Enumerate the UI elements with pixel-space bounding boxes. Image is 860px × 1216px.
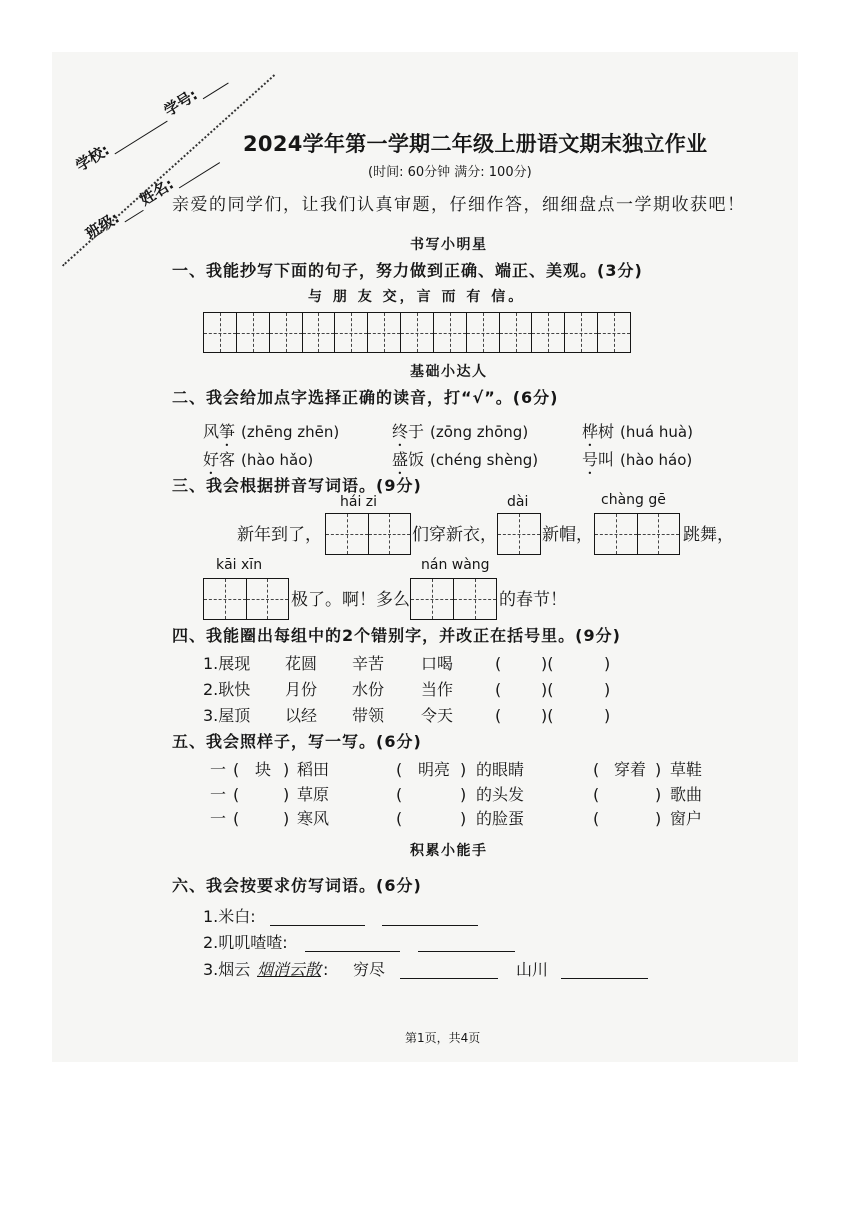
answer-blank xyxy=(561,978,648,979)
class-label: 班级: xyxy=(82,208,123,243)
q2-dotted-char: 盛 xyxy=(392,450,409,469)
q3-heading: 三、我会根据拼音写词语。(9分) xyxy=(172,476,422,495)
bracket-middle: )( xyxy=(541,654,554,673)
q2-pinyin-options: (zōng zhōng) xyxy=(430,423,529,441)
q1-sentence: 与 朋 友 交，言 而 有 信。 xyxy=(308,289,526,305)
q1-writing-grid xyxy=(203,312,631,353)
writing-box-kai-xin xyxy=(203,578,289,620)
paren-close: ) xyxy=(283,760,290,779)
tianzige-cell xyxy=(247,579,289,619)
q2-pinyin-options: (zhēng zhēn) xyxy=(241,423,340,441)
answer-blank xyxy=(400,978,498,979)
pinyin-dai: dài xyxy=(507,494,529,510)
paren-open: ( xyxy=(396,809,403,828)
paren-close: ) xyxy=(283,785,290,804)
grid-cell xyxy=(368,313,401,352)
writing-box-dai xyxy=(497,513,541,555)
paren-open: ( xyxy=(593,809,600,828)
answer-blank xyxy=(418,951,515,952)
paren-open: ( xyxy=(396,785,403,804)
q2-pinyin-options: (hào hǎo) xyxy=(241,451,314,469)
q2-word-plain: 风 xyxy=(203,422,220,441)
tianzige-cell xyxy=(411,579,454,619)
q3-text: 新帽， xyxy=(542,525,593,545)
q5-noun: 的脸蛋 xyxy=(476,809,525,828)
q6-word-b: 山川 xyxy=(516,960,549,979)
bracket-open: ( xyxy=(495,654,502,673)
q3-text: 极了。啊！多么 xyxy=(291,590,410,610)
q3-text: 的春节！ xyxy=(499,590,567,610)
q5-adjective: 明亮 xyxy=(417,760,450,779)
q6-heading: 六、我会按要求仿写词语。(6分) xyxy=(172,876,422,895)
q2-item xyxy=(203,422,339,450)
paren-close: ) xyxy=(460,760,467,779)
q5-noun: 草原 xyxy=(297,785,330,804)
pinyin-chang-ge: chàng gē xyxy=(601,492,666,508)
q5-noun: 寒风 xyxy=(297,809,330,828)
answer-blank xyxy=(270,925,365,926)
grid-cell xyxy=(434,313,467,352)
q2-item xyxy=(203,450,313,478)
grid-cell xyxy=(467,313,500,352)
q5-measure-word: 块 xyxy=(254,760,271,779)
q2-item xyxy=(392,422,528,450)
paren-close: ) xyxy=(283,809,290,828)
q4-word: 以经 xyxy=(285,706,318,725)
paren-close: ) xyxy=(460,809,467,828)
q5-noun: 窗户 xyxy=(670,809,703,828)
section-title-basics: 基础小达人 xyxy=(410,364,488,380)
q6-item-label: 3.烟云 xyxy=(203,960,251,979)
grid-cell xyxy=(565,313,598,352)
answer-blank xyxy=(305,951,400,952)
section-title-accumulation: 积累小能手 xyxy=(410,843,488,859)
q2-word-plain: 树 xyxy=(598,422,615,441)
q2-pinyin-options: (hào háo) xyxy=(620,451,693,469)
q5-verb: 穿着 xyxy=(613,760,646,779)
grid-cell xyxy=(598,313,630,352)
q2-dotted-char: 号 xyxy=(582,450,599,469)
q4-word: 花圆 xyxy=(285,654,318,673)
pinyin-kai-xin: kāi xīn xyxy=(216,557,263,573)
q5-noun: 草鞋 xyxy=(670,760,703,779)
exam-subtitle: (时间: 60分钟 满分: 100分) xyxy=(368,165,532,180)
q4-word: 辛苦 xyxy=(352,654,385,673)
bracket-close: ) xyxy=(604,706,611,725)
grid-cell xyxy=(532,313,565,352)
tianzige-cell xyxy=(498,514,540,554)
paren-close: ) xyxy=(655,809,662,828)
tianzige-cell xyxy=(369,514,411,554)
bracket-middle: )( xyxy=(541,706,554,725)
paren-open: ( xyxy=(233,760,240,779)
intro-text: 亲爱的同学们，让我们认真审题，仔细作答，细细盘点一学期收获吧！ xyxy=(172,195,746,215)
q2-pinyin-options: (huá huà) xyxy=(620,423,693,441)
q3-text: 们穿新衣， xyxy=(412,525,497,545)
q4-word: 口喝 xyxy=(421,654,454,673)
q2-word-plain: 于 xyxy=(408,422,425,441)
paren-open: ( xyxy=(233,785,240,804)
grid-cell xyxy=(500,313,533,352)
bracket-close: ) xyxy=(604,680,611,699)
q5-noun: 稻田 xyxy=(297,760,330,779)
grid-cell xyxy=(303,313,336,352)
q4-word: 2.耿快 xyxy=(203,680,251,699)
q6-example-idiom: 烟消云散 xyxy=(257,960,322,979)
q4-word: 带领 xyxy=(352,706,385,725)
paren-open: ( xyxy=(396,760,403,779)
page-number: 第1页，共4页 xyxy=(405,1031,481,1045)
q2-heading: 二、我会给加点字选择正确的读音，打“√”。(6分) xyxy=(172,388,559,407)
tianzige-cell xyxy=(326,514,369,554)
q5-numeral: 一 xyxy=(210,785,227,804)
section-title-writing: 书写小明星 xyxy=(410,237,488,253)
q4-word: 当作 xyxy=(421,680,454,699)
tianzige-cell xyxy=(595,514,638,554)
paren-open: ( xyxy=(233,809,240,828)
q4-word: 3.屋顶 xyxy=(203,706,251,725)
grid-cell xyxy=(270,313,303,352)
q5-numeral: 一 xyxy=(210,809,227,828)
paren-open: ( xyxy=(593,760,600,779)
bracket-close: ) xyxy=(604,654,611,673)
tianzige-cell xyxy=(454,579,496,619)
grid-cell xyxy=(401,313,434,352)
q4-word: 水份 xyxy=(352,680,385,699)
name-label: 姓名: xyxy=(136,174,177,210)
pinyin-nan-wang: nán wàng xyxy=(421,557,490,573)
q2-dotted-char: 好 xyxy=(203,450,220,469)
q3-text: 新年到了， xyxy=(237,525,322,545)
q2-item xyxy=(392,450,538,478)
q2-pinyin-options: (chéng shèng) xyxy=(430,451,539,469)
q2-item xyxy=(582,450,692,478)
paren-open: ( xyxy=(593,785,600,804)
bracket-middle: )( xyxy=(541,680,554,699)
answer-blank xyxy=(382,925,478,926)
q5-numeral: 一 xyxy=(210,760,227,779)
paren-close: ) xyxy=(460,785,467,804)
q6-item-label: 1.米白: xyxy=(203,907,256,926)
q4-word: 月份 xyxy=(285,680,318,699)
q2-dotted-char: 桦 xyxy=(582,422,599,441)
q2-word-plain: 叫 xyxy=(598,450,615,469)
q2-dotted-char: 筝 xyxy=(219,422,236,441)
grid-cell xyxy=(204,313,237,352)
paren-close: ) xyxy=(655,785,662,804)
q3-text: 跳舞， xyxy=(683,525,734,545)
grid-cell xyxy=(237,313,270,352)
q2-item xyxy=(582,422,693,450)
tianzige-cell xyxy=(204,579,247,619)
q4-word: 令天 xyxy=(421,706,454,725)
q6-colon: : xyxy=(323,960,329,979)
q2-word-plain: 客 xyxy=(219,450,236,469)
bracket-open: ( xyxy=(495,680,502,699)
q6-item-label: 2.叽叽喳喳: xyxy=(203,933,288,952)
bracket-open: ( xyxy=(495,706,502,725)
grid-cell xyxy=(335,313,368,352)
paren-close: ) xyxy=(655,760,662,779)
writing-box-hai-zi xyxy=(325,513,411,555)
school-label: 学校: xyxy=(72,140,113,175)
student-no-label: 学号: xyxy=(160,85,201,120)
tianzige-cell xyxy=(638,514,680,554)
q5-heading: 五、我会照样子，写一写。(6分) xyxy=(172,732,422,751)
q5-noun: 的眼睛 xyxy=(476,760,525,779)
q1-heading: 一、我能抄写下面的句子，努力做到正确、端正、美观。(3分) xyxy=(172,261,643,280)
q4-heading: 四、我能圈出每组中的2个错别字，并改正在括号里。(9分) xyxy=(172,626,621,645)
pinyin-hai-zi: hái zi xyxy=(340,494,378,510)
q2-dotted-char: 终 xyxy=(392,422,409,441)
q5-noun: 的头发 xyxy=(476,785,525,804)
exam-title: 2024学年第一学期二年级上册语文期末独立作业 xyxy=(243,132,708,156)
writing-box-chang-ge xyxy=(594,513,680,555)
writing-box-nan-wang xyxy=(410,578,497,620)
q6-word-a: 穷尽 xyxy=(353,960,386,979)
q4-word: 1.展现 xyxy=(203,654,251,673)
q2-word-plain: 饭 xyxy=(408,450,425,469)
q5-noun: 歌曲 xyxy=(670,785,703,804)
